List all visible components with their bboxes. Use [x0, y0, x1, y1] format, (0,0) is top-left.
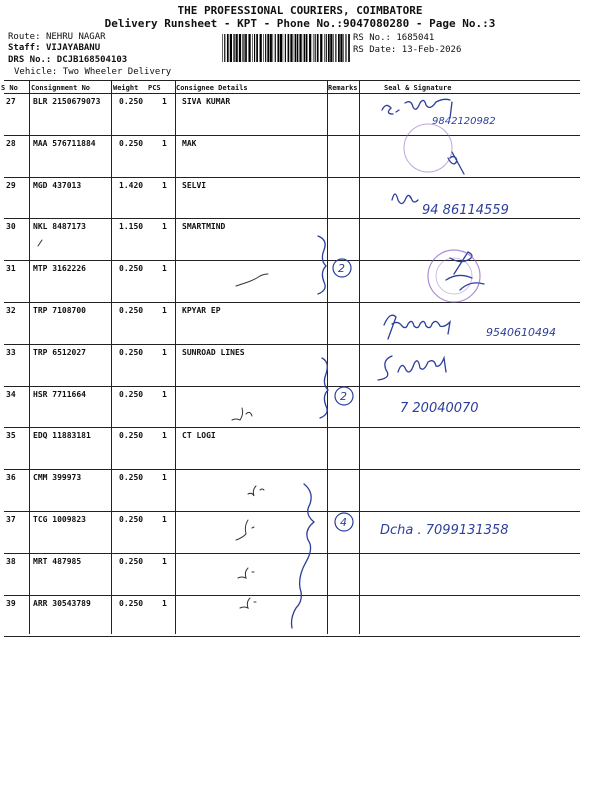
rs-no-line: [353, 33, 434, 43]
cell-consignment: MGD 437013: [33, 180, 82, 190]
cell-consignee: SIVA KUMAR: [182, 97, 231, 106]
col-header-remarks: Remarks: [328, 84, 358, 92]
cell-weight: 0.250: [119, 556, 144, 566]
handwritten-phone-row32: 9540610494: [486, 326, 556, 339]
cell-consignee: SMARTMIND: [182, 222, 226, 232]
col-header-pcs: PCS: [148, 84, 161, 92]
table-top-rule: [4, 80, 580, 81]
count-circle-31: [333, 259, 351, 277]
cell-weight: 0.250: [119, 431, 144, 441]
count-circle-34: [335, 387, 353, 405]
cell-weight: 0.250: [119, 347, 144, 357]
barcode-image: [222, 34, 350, 62]
col-header-consignment: Consignment No: [31, 84, 91, 92]
cell-sno: 29: [6, 180, 16, 190]
col-divider: [111, 80, 112, 634]
cell-consignee: CT LOGI: [182, 431, 216, 441]
count-circle-37: [335, 513, 353, 531]
route-value: NEHRU NAGAR: [45, 32, 106, 42]
company-name: THE PROFESSIONAL COURIERS, COIMBATORE: [177, 4, 423, 17]
cell-consignment: EDQ 11883181: [33, 431, 91, 441]
cell-consignee: KPYAR EP: [182, 306, 221, 315]
cell-pcs: 1: [162, 347, 167, 357]
row-rule: [4, 135, 580, 136]
cell-weight: 0.250: [119, 97, 144, 106]
cell-pcs: 1: [162, 598, 167, 608]
staff-label: Staff:: [8, 43, 41, 53]
row-rule: [4, 302, 580, 303]
cell-pcs: 1: [162, 306, 167, 315]
cell-weight: 0.250: [119, 306, 144, 315]
runsheet-title: Delivery Runsheet - KPT - Phone No.:9047080280 - Page No.:3: [104, 17, 496, 30]
cell-consignment: ARR 30543789: [33, 598, 91, 608]
cell-weight: 0.250: [119, 264, 144, 274]
pencil-mark-row36: [248, 486, 264, 496]
row-rule: [4, 469, 580, 470]
vehicle-value: Two Wheeler Delivery: [62, 67, 172, 77]
col-divider: [29, 80, 30, 634]
cell-weight: 0.250: [119, 515, 144, 524]
drs-label: DRS No.:: [8, 55, 52, 65]
group-count-31: 2: [338, 262, 345, 275]
col-header-seal-signature: Seal & Signature: [384, 84, 452, 92]
cell-pcs: 1: [162, 473, 167, 483]
cell-weight: 0.250: [119, 138, 144, 148]
rs-date-label: RS Date:: [353, 45, 397, 55]
pencil-mark-row39: [240, 598, 256, 608]
rs-no-value: 1685041: [396, 33, 435, 43]
cell-pcs: 1: [162, 180, 167, 190]
cell-pcs: 1: [162, 556, 167, 566]
group-count-37: 4: [340, 516, 347, 529]
stamp-signature-row31: [446, 252, 484, 290]
cell-pcs: 1: [162, 97, 167, 106]
cell-weight: 0.250: [119, 598, 144, 608]
cell-consignment: TRP 6512027: [33, 347, 86, 357]
cell-sno: 35: [6, 431, 16, 441]
cell-consignment: MTP 3162226: [33, 264, 86, 274]
row-rule: [4, 260, 580, 261]
cell-consignee: MAK: [182, 138, 197, 148]
cell-sno: 38: [6, 556, 16, 566]
handwritten-phone-row37: Dcha . 7099131358: [380, 523, 509, 538]
brace-row36-39: [292, 484, 315, 628]
handwritten-phone-row29: 94 86114559: [422, 203, 509, 218]
vehicle-line: [14, 67, 171, 77]
cell-sno: 36: [6, 473, 16, 483]
cell-sno: 34: [6, 389, 16, 399]
drs-value: DCJB168504103: [56, 55, 128, 65]
col-header-consignee: Consignee Details: [176, 84, 248, 92]
col-header-sno: S No: [1, 84, 18, 92]
signature-row32: [384, 315, 450, 339]
staff-line: [8, 43, 100, 53]
col-header-weight: Weight: [113, 84, 139, 92]
cell-weight: 1.420: [119, 180, 144, 190]
cell-sno: 32: [6, 306, 16, 315]
cell-pcs: 1: [162, 222, 167, 232]
cell-sno: 27: [6, 97, 16, 106]
cell-sno: 39: [6, 598, 16, 608]
pencil-mark-row34: [232, 408, 252, 420]
row-rule: [4, 553, 580, 554]
route-line: [8, 32, 106, 42]
signature-row29: [392, 194, 418, 204]
cell-weight: 0.250: [119, 389, 144, 399]
cell-consignment: BLR 2150679073: [33, 97, 101, 106]
col-divider: [359, 80, 360, 634]
seal-stamp-row31: [428, 250, 480, 302]
cell-pcs: 1: [162, 264, 167, 274]
row-rule: [4, 218, 580, 219]
cell-sno: 30: [6, 222, 16, 232]
row-rule: [4, 595, 580, 596]
cell-consignment: TRP 7108700: [33, 306, 86, 315]
vehicle-label: Vehicle:: [14, 67, 58, 77]
cell-sno: 33: [6, 347, 16, 357]
drs-line: [8, 55, 127, 65]
cell-weight: 0.250: [119, 473, 144, 483]
table-header-rule: [4, 93, 580, 94]
rs-no-label: RS No.:: [353, 33, 391, 43]
rs-date-line: [353, 45, 461, 55]
cell-pcs: 1: [162, 389, 167, 399]
handwritten-phone-row27: 9842120982: [432, 116, 496, 127]
signature-row27: [382, 99, 452, 118]
signature-row33: [378, 356, 446, 380]
cell-weight: 1.150: [119, 222, 144, 232]
group-count-34: 2: [340, 390, 347, 403]
stamp-tick-row28: [448, 152, 464, 174]
cell-sno: 37: [6, 515, 16, 524]
cell-sno: 31: [6, 264, 16, 274]
row-rule: [4, 386, 580, 387]
row-rule: [4, 427, 580, 428]
cell-consignee: SELVI: [182, 180, 207, 190]
route-label: Route:: [8, 32, 41, 42]
col-divider: [327, 80, 328, 634]
cell-consignee: SUNROAD LINES: [182, 347, 245, 357]
cell-consignment: HSR 7711664: [33, 389, 86, 399]
cell-pcs: 1: [162, 515, 167, 524]
cell-pcs: 1: [162, 431, 167, 441]
staff-value: VIJAYABANU: [45, 43, 101, 53]
row-rule: [4, 344, 580, 345]
cell-consignment: MRT 487985: [33, 556, 82, 566]
cell-consignment: CMM 399973: [33, 473, 82, 483]
cell-sno: 28: [6, 138, 16, 148]
rs-date-value: 13-Feb-2026: [401, 45, 462, 55]
pencil-mark-row30: [38, 240, 42, 246]
pencil-mark-row31: [236, 274, 268, 286]
cell-consignment: MAA 576711884: [33, 138, 96, 148]
seal-stamp-row28: [404, 124, 452, 172]
cell-pcs: 1: [162, 138, 167, 148]
handwritten-phone-row34: 7 20040070: [400, 401, 479, 416]
row-rule: [4, 511, 580, 512]
cell-consignment: NKL 8487173: [33, 222, 86, 232]
seal-stamp-inner-row31: [436, 258, 472, 294]
pencil-mark-row38: [238, 568, 254, 578]
brace-row30-31: [318, 236, 326, 294]
pencil-mark-row37: [236, 520, 254, 540]
row-rule: [4, 177, 580, 178]
cell-consignment: TCG 1009823: [33, 515, 86, 524]
row-rule: [4, 636, 580, 637]
col-divider: [175, 80, 176, 634]
